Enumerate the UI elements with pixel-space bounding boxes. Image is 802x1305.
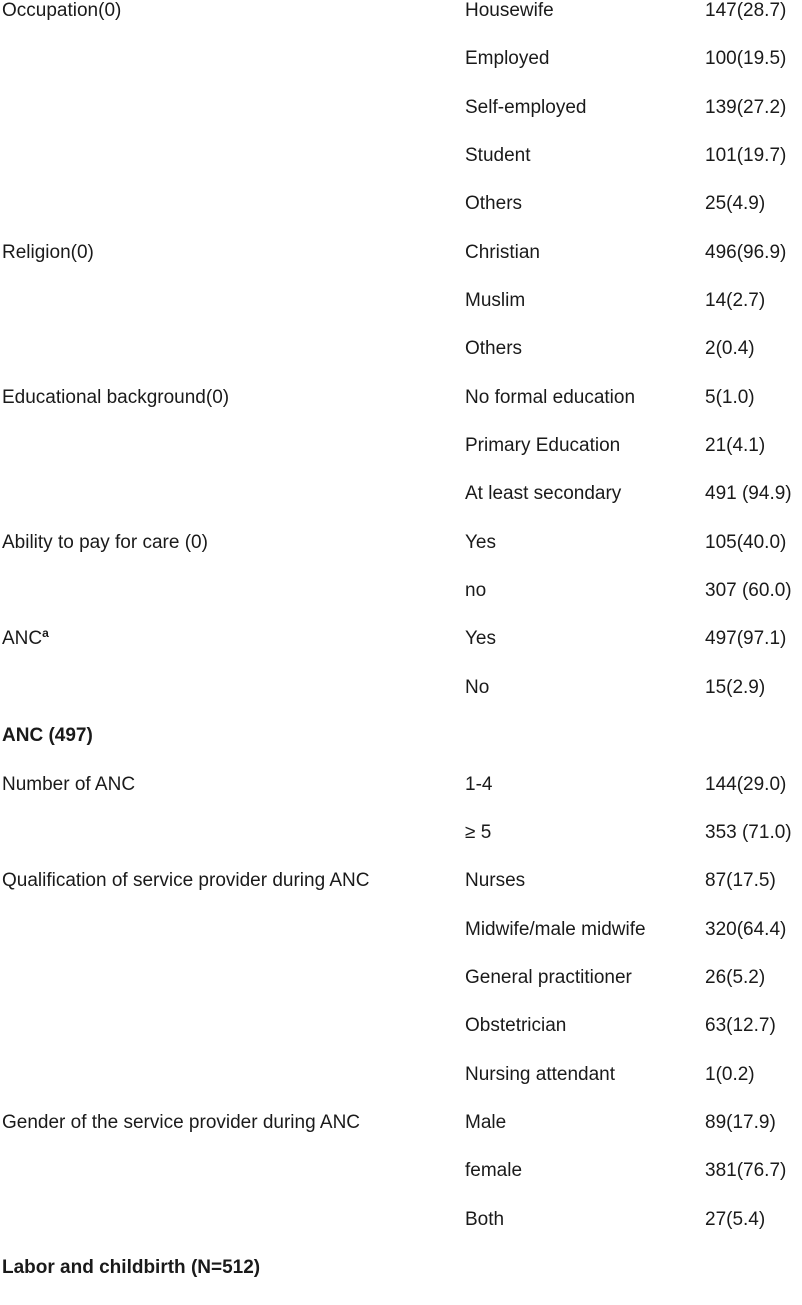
section-header-row	[0, 725, 802, 773]
value-cell: 25(4.9)	[705, 193, 766, 215]
category-cell: female	[465, 1160, 523, 1182]
variable-label: Qualification of service provider during ANC	[2, 870, 370, 892]
table-row	[0, 145, 802, 193]
value-cell: 101(19.7)	[705, 145, 787, 167]
variable-cell	[2, 870, 370, 892]
variable-cell	[2, 0, 121, 22]
table-row	[0, 1209, 802, 1257]
category-cell: Primary Education	[465, 435, 621, 457]
value-cell: 144(29.0)	[705, 773, 787, 795]
category-cell: Housewife	[465, 0, 554, 21]
table-row	[0, 580, 802, 628]
value-cell: 320(64.4)	[705, 918, 787, 940]
category-cell: no	[465, 580, 487, 602]
variable-label: ANC	[2, 628, 43, 650]
category-cell: Nurses	[465, 870, 526, 892]
value-cell: 496(96.9)	[705, 241, 787, 263]
value-cell: 491 (94.9)	[705, 483, 792, 505]
value-cell: 139(27.2)	[705, 96, 787, 118]
category-cell: At least secondary	[465, 483, 622, 505]
category-cell: ≥ 5	[465, 821, 492, 843]
table-row	[0, 967, 802, 1015]
variable-cell	[2, 774, 135, 796]
value-cell: 87(17.5)	[705, 870, 776, 892]
category-cell: Yes	[465, 531, 496, 553]
category-cell: No	[465, 676, 490, 698]
category-cell: Nursing attendant	[465, 1063, 615, 1085]
table-row	[0, 97, 802, 145]
table-row	[0, 435, 802, 483]
table-row	[0, 290, 802, 338]
variable-cell	[2, 532, 208, 554]
value-cell: 89(17.9)	[705, 1111, 776, 1133]
category-cell: Self-employed	[465, 96, 587, 118]
table-row	[0, 822, 802, 870]
section-title	[2, 725, 93, 747]
value-cell: 2(0.4)	[705, 338, 755, 360]
section-header-row	[0, 1257, 802, 1305]
value-cell: 27(5.4)	[705, 1208, 766, 1230]
category-cell: 1-4	[465, 773, 493, 795]
category-cell: Obstetrician	[465, 1015, 567, 1037]
value-cell: 21(4.1)	[705, 435, 766, 457]
category-cell: Yes	[465, 628, 496, 650]
value-cell: 497(97.1)	[705, 628, 787, 650]
table-row	[0, 242, 802, 290]
category-cell: Others	[465, 193, 523, 215]
table-row	[0, 774, 802, 822]
value-cell: 105(40.0)	[705, 531, 787, 553]
category-cell: Employed	[465, 48, 550, 70]
table-row	[0, 48, 802, 96]
value-cell: 1(0.2)	[705, 1063, 755, 1085]
table-row	[0, 193, 802, 241]
table-row	[0, 1112, 802, 1160]
table-row	[0, 677, 802, 725]
variable-label: Number of ANC	[2, 773, 136, 795]
variable-label: Gender of the service provider during ANC	[2, 1111, 361, 1133]
table-row	[0, 1160, 802, 1208]
variable-cell	[2, 1112, 360, 1134]
variable-label: Religion(0)	[2, 241, 94, 263]
variable-cell	[2, 242, 94, 264]
category-cell: No formal education	[465, 386, 636, 408]
table-row	[0, 628, 802, 676]
table-row	[0, 919, 802, 967]
table-row	[0, 1064, 802, 1112]
category-cell: Both	[465, 1208, 505, 1230]
value-cell: 147(28.7)	[705, 0, 787, 21]
category-cell: Others	[465, 338, 523, 360]
variable-label: Labor and childbirth (N=512)	[2, 1256, 261, 1278]
value-cell: 381(76.7)	[705, 1160, 787, 1182]
table-row	[0, 0, 802, 48]
variable-cell	[2, 387, 229, 409]
value-cell: 14(2.7)	[705, 290, 766, 312]
variable-cell	[2, 628, 49, 650]
footnote-marker: a	[42, 626, 49, 641]
category-cell: Male	[465, 1111, 507, 1133]
value-cell: 100(19.5)	[705, 48, 787, 70]
table-row	[0, 1015, 802, 1063]
value-cell: 353 (71.0)	[705, 821, 792, 843]
value-cell: 5(1.0)	[705, 386, 755, 408]
table-row	[0, 870, 802, 918]
value-cell: 63(12.7)	[705, 1015, 776, 1037]
category-cell: Student	[465, 145, 531, 167]
variable-label: Educational background(0)	[2, 386, 230, 408]
variable-label: Ability to pay for care (0)	[2, 531, 208, 553]
value-cell: 26(5.2)	[705, 966, 766, 988]
value-cell: 15(2.9)	[705, 676, 766, 698]
category-cell: General practitioner	[465, 966, 632, 988]
table-row	[0, 532, 802, 580]
table-row	[0, 338, 802, 386]
value-cell: 307 (60.0)	[705, 580, 792, 602]
table-row	[0, 483, 802, 531]
variable-label: ANC (497)	[2, 725, 93, 747]
category-cell: Muslim	[465, 290, 526, 312]
table-row	[0, 387, 802, 435]
category-cell: Midwife/male midwife	[465, 918, 646, 940]
section-title	[2, 1257, 260, 1279]
category-cell: Christian	[465, 241, 540, 263]
variable-label: Occupation(0)	[2, 0, 122, 21]
